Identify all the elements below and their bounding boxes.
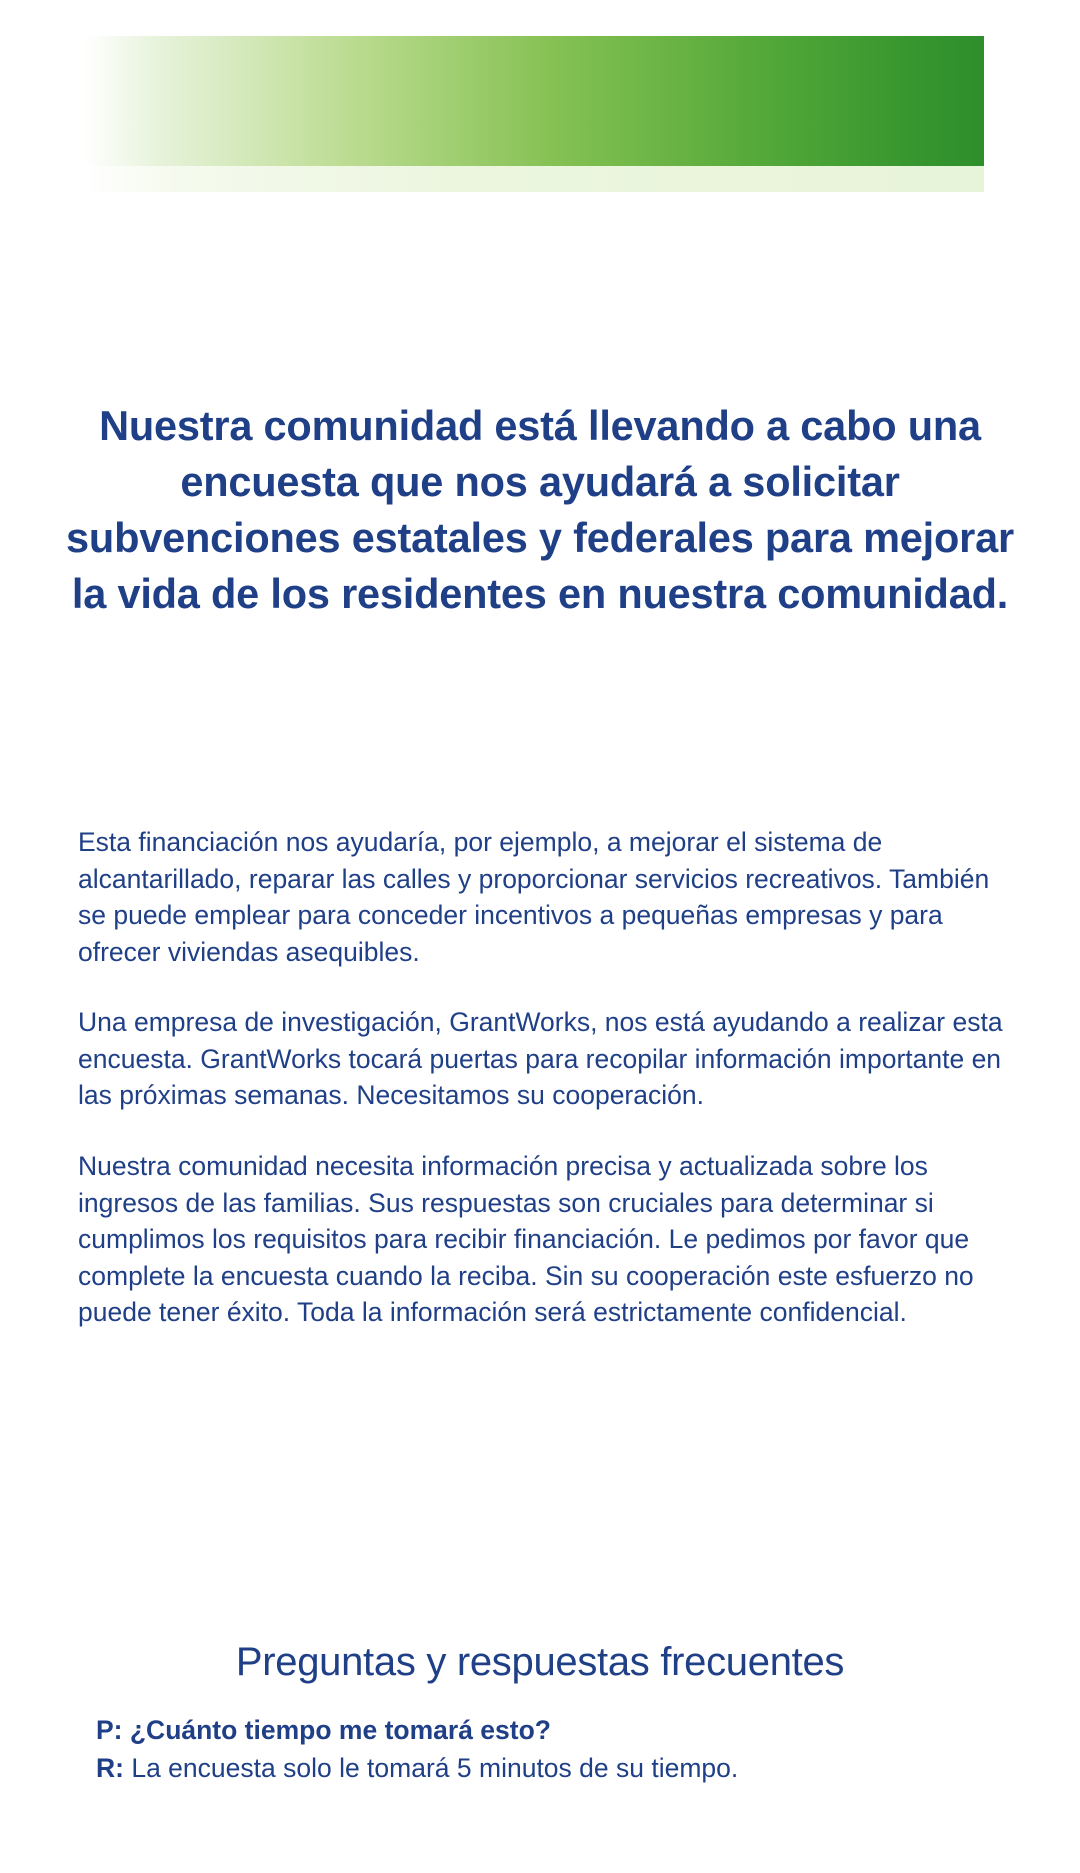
faq-answer-text: La encuesta solo le tomará 5 minutos de su tiempo. [131, 1752, 739, 1783]
faq-question-label: P: [96, 1715, 123, 1745]
body-paragraph-1: Esta financiación nos ayudaría, por ejemplo, a mejorar el sistema de alcantarillado, reparar las calles y proporcionar servicios recreativos. También se puede emplear para conceder incentivos a pequeñas empresas y para ofrecer viviendas asequibles. [78, 827, 990, 967]
faq-section-title: Preguntas y respuestas frecuentes [235, 1640, 845, 1684]
body-paragraph-3: Nuestra comunidad necesita información precisa y actualizada sobre los ingresos de las familias. Sus respuestas son cruciales para determinar si cumplimos los requisitos para recibir financiación. Le pedimos por favor que complete la encuesta cuando la reciba. Sin su cooperación este esfuerzo no puede tener éxito. Toda la información será estrictamente confidencial. [78, 1150, 974, 1328]
faq-question-text: ¿Cuánto tiempo me tomará esto? [129, 1715, 551, 1745]
faq-answer [96, 1750, 1016, 1788]
header-banner [84, 36, 984, 186]
body-paragraph-2: Una empresa de investigación, GrantWorks, nos está ayudando a realizar esta encuesta. GrantWorks tocará puertas para recopilar información importante en las próximas semanas. Necesitamos su cooperación. [78, 1007, 1003, 1111]
banner-gradient-bar [84, 36, 984, 166]
page-title: Nuestra comunidad está llevando a cabo una encuesta que nos ayudará a solicitar subvenciones estatales y federales para mejorar la vida de los residentes en nuestra comunidad. [66, 402, 1014, 618]
faq-answer-label: R: [96, 1752, 124, 1783]
banner-underline [84, 166, 984, 192]
faq-question [96, 1712, 1016, 1750]
faq-list [96, 1712, 1016, 1787]
body-text [78, 824, 1008, 1365]
